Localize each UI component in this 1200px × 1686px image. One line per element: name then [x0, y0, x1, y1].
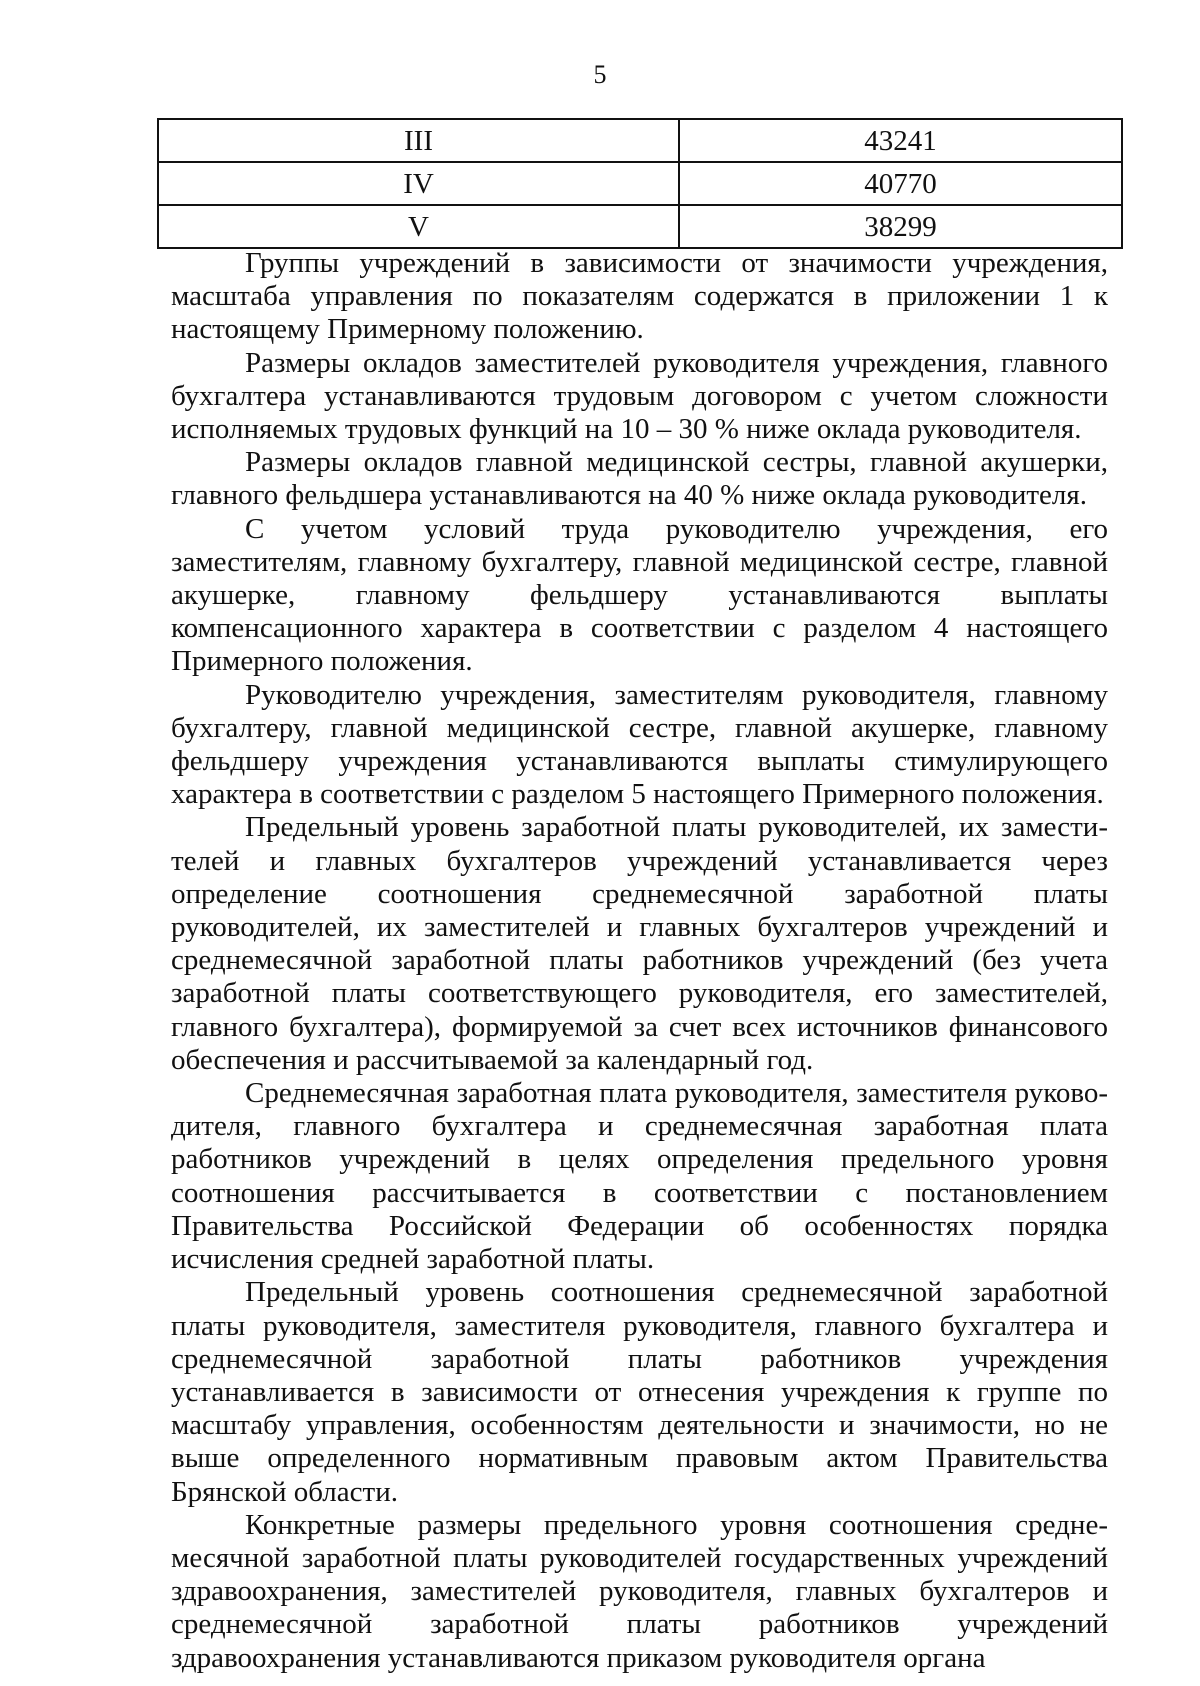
- table-row: [158, 162, 1122, 205]
- group-cell: IV: [158, 162, 679, 205]
- salary-cell: 43241: [679, 119, 1122, 162]
- paragraph: Группы учреждений в зависимости от значимости учреждения, масштаба управления по показателям содержатся в приложении 1 к настоящему Примерному положению.: [171, 247, 1108, 346]
- group-salary-table: [157, 118, 1123, 249]
- salary-cell: 40770: [679, 162, 1122, 205]
- paragraph: Среднемесячная заработная плата руководителя, заместителя руководителя, главного бухгалтера и среднемесячная заработная плата работников учреждений в целях определения предельного уровня соотношения рассчитывается в соответствии с постановлением Правительства Российской Федерации об особенностях порядка исчисления средней заработной платы.: [171, 1077, 1108, 1276]
- paragraph: Конкретные размеры предельного уровня соотношения среднемесячной заработной платы руководителей государственных учреждений здравоохранения, заместителей руководителя, главных бухгалтеров и среднемесячной заработной платы работников учреждений здравоохранения устанавливаются приказом руководителя органа: [171, 1508, 1108, 1674]
- paragraph: Руководителю учреждения, заместителям руководителя, главному бухгалтеру, главной медицинской сестре, главной акушерке, главному фельдшеру учреждения устанавливаются выплаты стимулирующего характера в соответствии с разделом 5 настоящего Примерного положения.: [171, 678, 1108, 811]
- table-row: [158, 205, 1122, 248]
- table-row: [158, 119, 1122, 162]
- paragraph: Предельный уровень соотношения среднемесячной заработной платы руководителя, заместителя руководителя, главного бухгалтера и среднемесячной заработной платы работников учреждения устанавливается в зависимости от отнесения учреждения к группе по масштабу управления, особенностям деятельности и значимости, но не выше определенного нормативным правовым актом Правительства Брянской области.: [171, 1276, 1108, 1508]
- paragraph: Размеры окладов главной медицинской сестры, главной акушерки, главного фельдшера устанавливаются на 40 % ниже оклада руководителя.: [171, 446, 1108, 512]
- salary-cell: 38299: [679, 205, 1122, 248]
- group-cell: III: [158, 119, 679, 162]
- document-body: [171, 247, 1108, 1675]
- paragraph: С учетом условий труда руководителю учреждения, его заместителям, главному бухгалтеру, главной медицинской сестре, главной акушерке, главному фельдшеру устанавливаются выплаты компенсационного характера в соответствии с разделом 4 настоящего Примерного положения.: [171, 512, 1108, 678]
- paragraph: Предельный уровень заработной платы руководителей, их заместителей и главных бухгалтеров учреждений устанавливается через определение соотношения среднемесячной заработной платы руководителей, их заместителей и главных бухгалтеров учреждений и среднемесячной заработной платы работников учреждений (без учета заработной платы соответствующего руководителя, его заместителей, главного бухгалтера), формируемой за счет всех источников финансового обеспечения и рассчитываемой за календарный год.: [171, 811, 1108, 1076]
- paragraph: Размеры окладов заместителей руководителя учреждения, главного бухгалтера устанавливаются трудовым договором с учетом сложности исполняемых трудовых функций на 10 – 30 % ниже оклада руководителя.: [171, 346, 1108, 446]
- group-cell: V: [158, 205, 679, 248]
- page-number: 5: [593, 60, 607, 89]
